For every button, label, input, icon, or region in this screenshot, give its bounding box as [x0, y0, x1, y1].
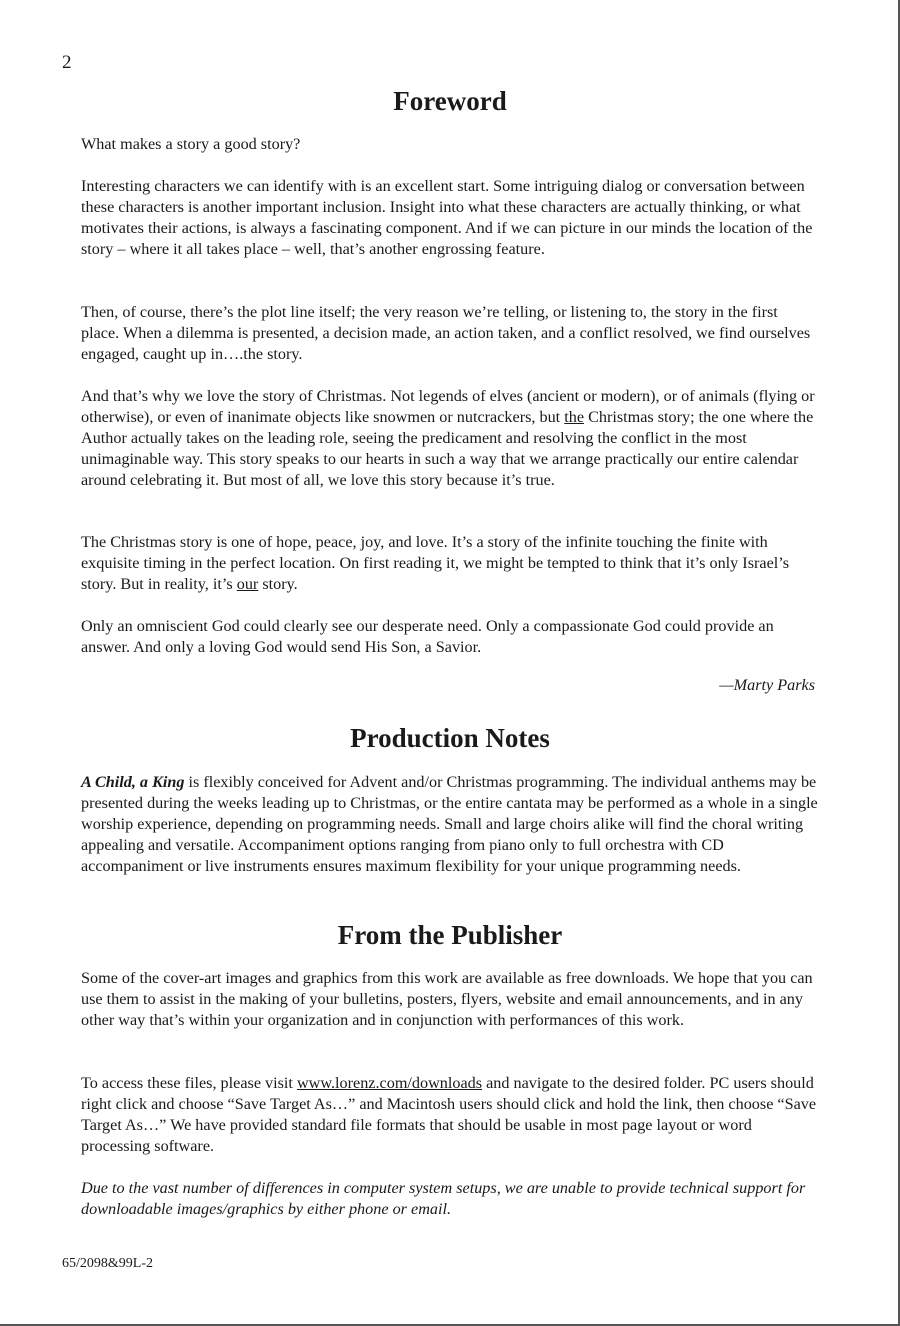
production-notes-paragraph: A Child, a King is flexibly conceived for Advent and/or Christmas programming. The individual anthems may be presented during the weeks leading up to Christmas, or the entire cantata may be performed as a whole in a single worship experience, depending on programming needs. Small and large choirs alike will find the choral writing appealing and versatile. Accompaniment options ranging from piano only to full orchestra with CD accompaniment or live instruments ensures maximum flexibility for your unique programming needs.: [81, 773, 818, 875]
production-notes-heading: Production Notes: [350, 723, 550, 753]
foreword-paragraph-1: Interesting characters we can identify with is an excellent start. Some intriguing dialog or conversation between these characters is another important inclusion. Insight into what these characters are actually thinking, or what motivates their actions, is always a fascinating component. And if we can picture in our minds the location of the story – where it all takes place – well, that’s another engrossing feature.: [81, 177, 813, 258]
publisher-paragraph-2: To access these files, please visit www.lorenz.com/downloads and navigate to the desired folder. PC users should right click and choose “Save Target As…” and Macintosh users should click and hold the link, then choose “Save Target As…” We have provided standard file formats that should be usable in most page layout or word processing software.: [81, 1074, 817, 1155]
emphasis-the: the: [564, 408, 585, 426]
foreword-paragraph-3: And that’s why we love the story of Christmas. Not legends of elves (ancient or modern), or of animals (flying or otherwise), or even of inanimate objects like snowmen or nutcrackers, but the Christmas story; the one where the Author actually takes on the leading role, seeing the predicament and resolving the conflict in the most unimaginable way. This story speaks to our hearts in such a way that we arrange practically our entire calendar around celebrating it. But most of all, we love this story because it’s true.: [81, 387, 815, 489]
emphasis-our: our: [236, 575, 259, 593]
foreword-heading: Foreword: [393, 86, 507, 116]
page-number: 2: [62, 52, 72, 73]
publisher-paragraph-1: Some of the cover-art images and graphics from this work are available as free downloads. We hope that you can use them to assist in the making of your bulletins, posters, flyers, website and email announcements, and in any other way that’s within your organization and in conjunction with performances of this work.: [81, 969, 813, 1029]
cantata-title: A Child, a King: [81, 773, 185, 791]
foreword-question: What makes a story a good story?: [81, 135, 301, 153]
foreword-paragraph-5: Only an omniscient God could clearly see our desperate need. Only a compassionate God could provide an answer. And only a loving God would send His Son, a Savior.: [81, 617, 774, 656]
publisher-disclaimer: Due to the vast number of differences in computer system setups, we are unable to provide technical support for downloadable images/graphics by either phone or email.: [81, 1179, 806, 1218]
footer-catalog-code: 65/2098&99L-2: [62, 1256, 153, 1271]
publisher-heading: From the Publisher: [337, 920, 563, 950]
foreword-paragraph-2: Then, of course, there’s the plot line itself; the very reason we’re telling, or listening to, the story in the first place. When a dilemma is presented, a decision made, an action taken, and a conflict resolved, we find ourselves engaged, caught up in….the story.: [81, 303, 811, 363]
foreword-paragraph-4: The Christmas story is one of hope, peace, joy, and love. It’s a story of the infinite touching the finite with exquisite timing in the perfect location. On first reading it, we might be tempted to think that it’s only Israel’s story. But in reality, it’s our story.: [81, 533, 790, 593]
downloads-link[interactable]: www.lorenz.com/downloads: [296, 1074, 483, 1092]
foreword-signature: —Marty Parks: [719, 676, 815, 694]
